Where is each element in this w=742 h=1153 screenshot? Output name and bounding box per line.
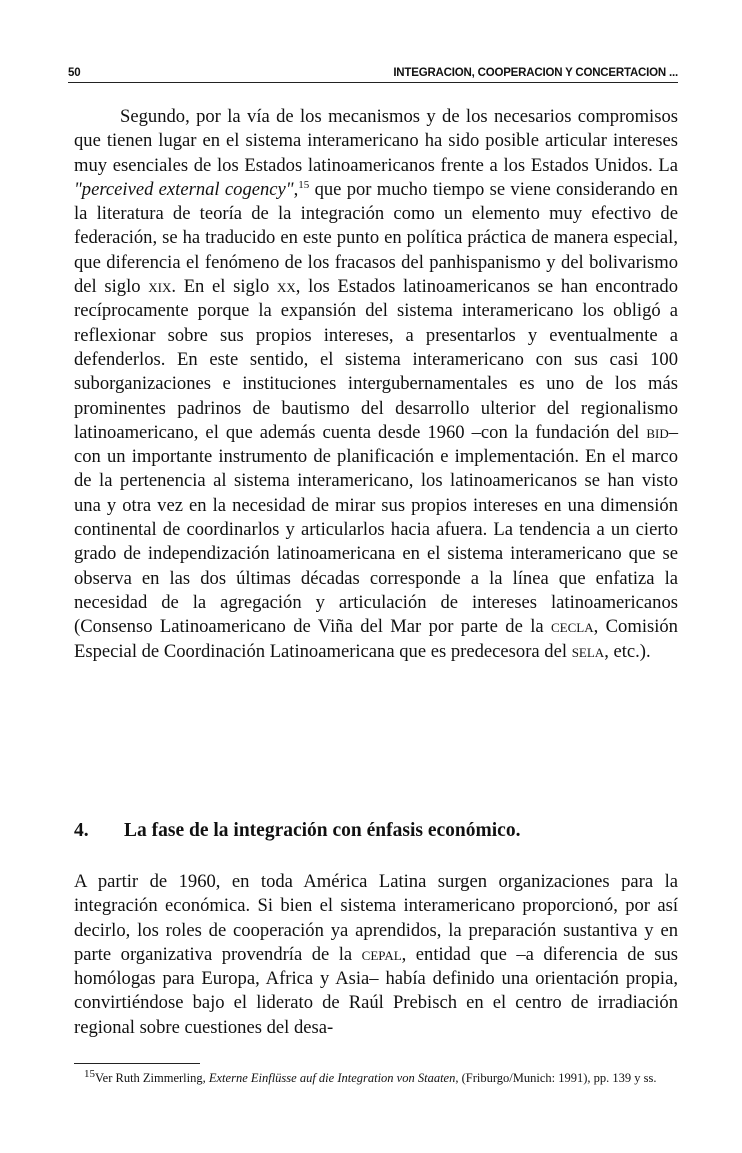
text-run: , entidad que –a diferencia de sus homólogas para Europa, Africa y Asia– había definido una orientación propia, convirtiéndose bajo el liderato de Raúl Prebisch en el centro de irradiación regional sobre cuestiones del desa-	[74, 943, 678, 1038]
paragraph-intereses	[74, 105, 678, 664]
small-caps-text: cecla	[551, 616, 594, 638]
text-run: Segundo, por la vía de los mecanismos y de los necesarios compromisos que tienen lugar en el sistema interamericano ha sido posible articular intereses muy esenciales de los Estados latinoamericanos frente a los Estados Unidos. La	[74, 106, 678, 176]
paragraph-integracion-economica	[74, 870, 678, 1040]
text-run: . En el siglo	[171, 276, 277, 298]
page-number: 50	[68, 67, 81, 79]
cited-title: Externe Einflüsse auf die Integration von Staaten	[208, 1071, 456, 1085]
text-run: , (Friburgo/Munich: 1991), pp. 139 y ss.	[455, 1071, 657, 1085]
footnote-ref: 15	[298, 178, 310, 191]
section-title: La fase de la integración con énfasis económico.	[124, 820, 521, 841]
footnote-number: 15	[84, 1067, 95, 1080]
running-title: INTEGRACION, COOPERACION Y CONCERTACION ...	[393, 67, 678, 79]
text-run: – con un importante instrumento de planificación e implementación. En el marco de la pertenencia al sistema interamericano, los latinoamericanos se han visto una y otra vez en la necesidad de mirar sus propios intereses en una dimensión continental de coordinarlos y articularlos hacia afuera. La tendencia a un cierto grado de independización latinoamericana en el sistema interamericano que se observa en las dos últimas décadas corresponde a la línea que enfatiza la necesidad de la agregación y articulación de intereses latinoamericanos (Consenso Latinoamericano de Viña del Mar por parte de la	[74, 421, 678, 638]
running-header	[68, 60, 678, 83]
text-run: , los Estados latinoamericanos se han encontrado recíprocamente porque la expansión del sistema interamericano los obligó a reflexionar sobre sus propios intereses, a presentarlos y eventualmente a defenderlos. En este sentido, el sistema interamericano con sus casi 100 suborganizaciones e instituciones intergubernamentales es uno de los más prominentes padrinos de bautismo del desarrollo ulterior del regionalismo latinoamericano, el que además cuenta desde 1960 –con la fundación del	[74, 276, 678, 443]
section-number: 4.	[74, 820, 89, 841]
small-caps-text: sela	[571, 640, 605, 662]
text-run: , etc.).	[604, 640, 651, 662]
quoted-term: "perceived external cogency"	[74, 178, 294, 200]
small-caps-text: cepal	[361, 943, 402, 965]
text-run: ,	[293, 178, 299, 200]
text-run: que por mucho tiempo se viene considerando en la literatura de teoría de la integración como un elemento muy efectivo de federación, se ha traducido en este punto en política práctica de manera especial, que diferencia el fenómeno de los fracasos del panhispanismo y del bolivarismo del siglo	[74, 178, 678, 298]
text-run: Ver Ruth Zimmerling,	[95, 1071, 209, 1085]
small-caps-text: xix	[148, 276, 172, 298]
text-run: A partir de 1960, en toda América Latina surgen organizaciones para la integración económica. Si bien el sistema interamericano proporcionó, por así decirlo, los roles de cooperación ya aprendidos, la preparación sustantiva y en parte organizativa provendría de la	[74, 871, 678, 965]
text-run: , Comisión Especial de Coordinación Latinoamericana que es predecesora del	[74, 616, 678, 662]
small-caps-text: bid	[646, 421, 669, 443]
small-caps-text: xx	[276, 276, 296, 298]
section-heading	[74, 820, 678, 842]
footnote	[74, 1067, 678, 1087]
footnote-divider	[74, 1063, 200, 1064]
